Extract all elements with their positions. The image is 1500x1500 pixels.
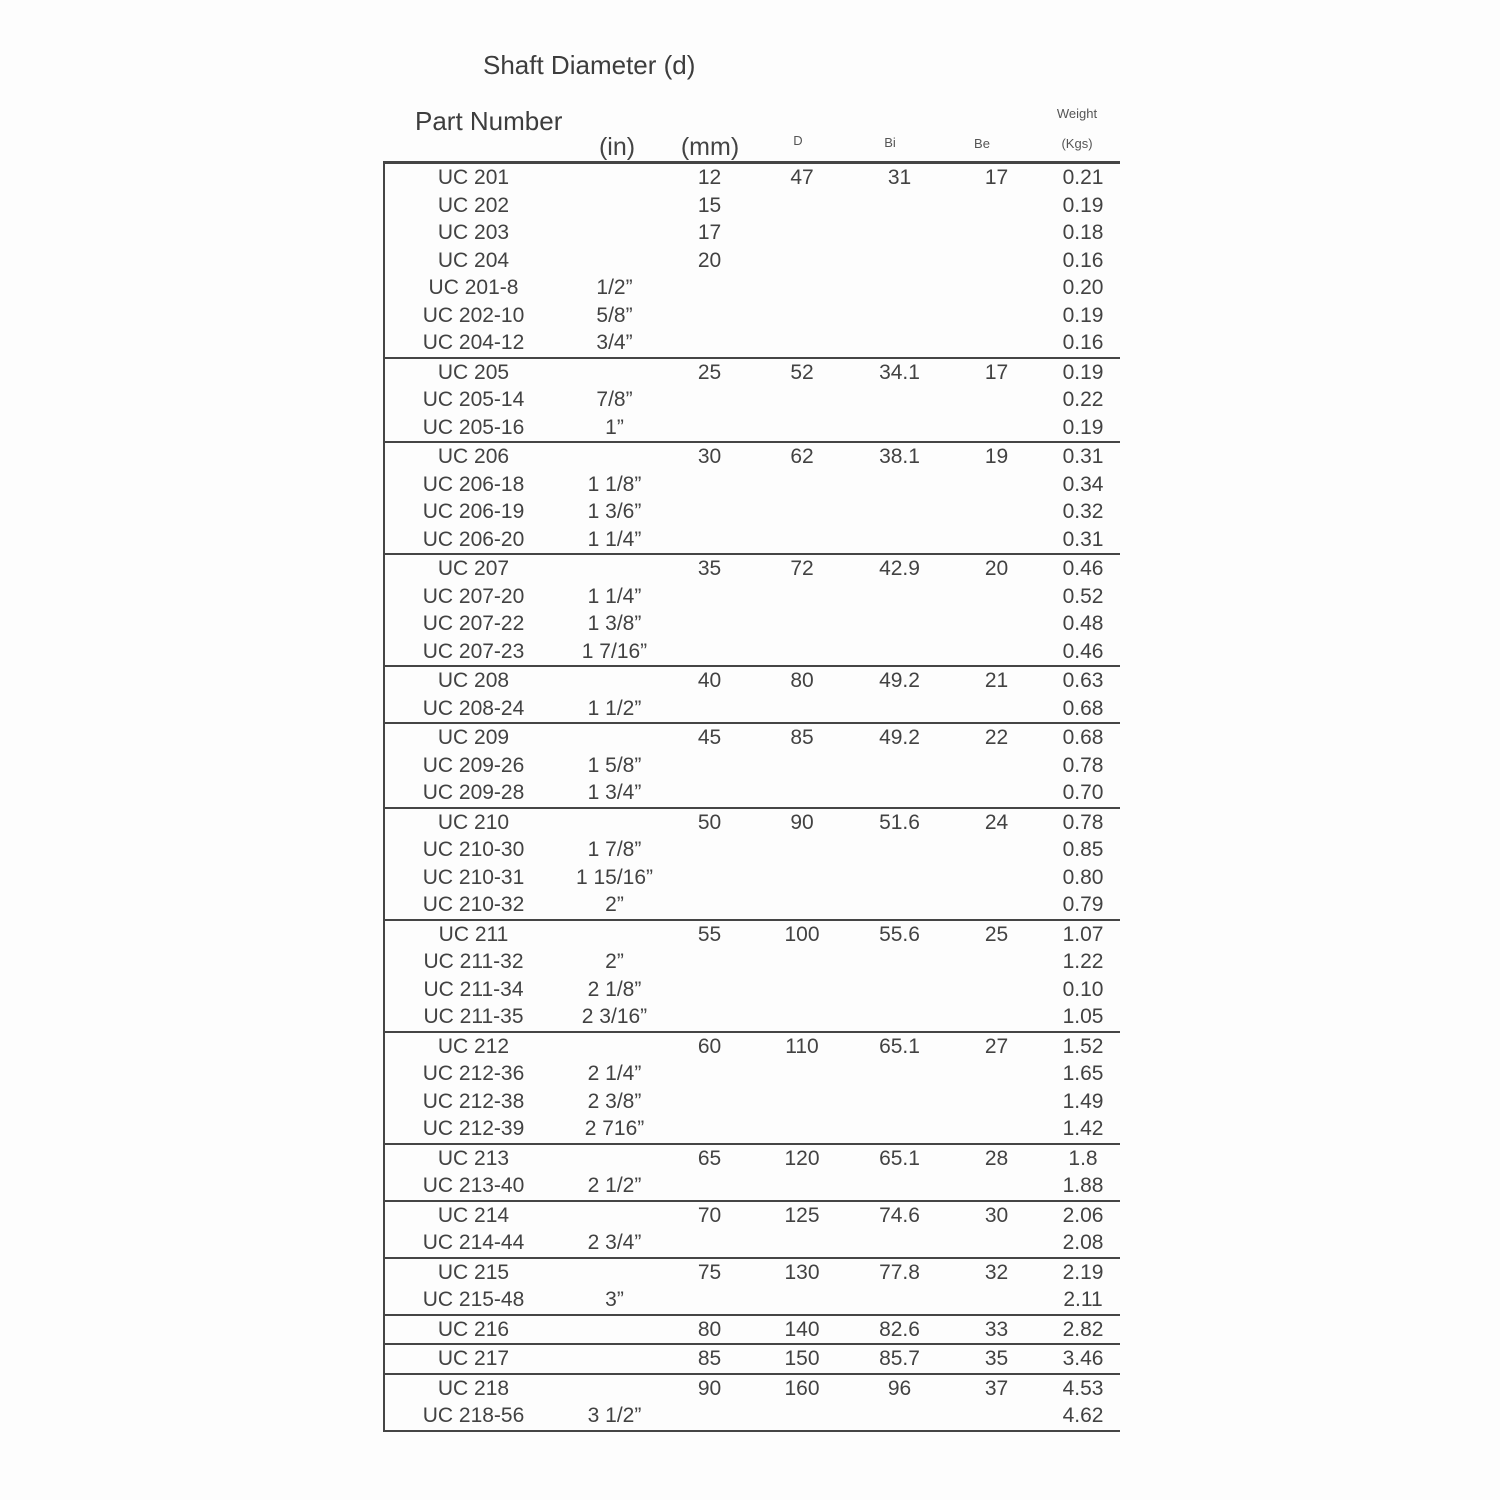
- cell-part: UC 208: [437, 669, 510, 692]
- cell-part: UC 211-35: [423, 1005, 524, 1028]
- cell-in: 1 15/16”: [575, 865, 654, 889]
- cell-part: UC 206: [437, 445, 510, 468]
- cell-bi: 85.7: [879, 1347, 920, 1370]
- table-row: [385, 1229, 1120, 1257]
- table-section: [385, 1033, 1120, 1145]
- col-header-be: Be: [974, 136, 990, 151]
- cell-part: UC 211-32: [423, 950, 524, 973]
- cell-in: 1 1/2”: [587, 696, 642, 720]
- cell-weight: 0.52: [1062, 584, 1104, 608]
- cell-d: 90: [790, 810, 814, 834]
- cell-part: UC 206-20: [422, 527, 525, 551]
- table-row: [385, 192, 1120, 220]
- cell-weight: 2.19: [1062, 1260, 1104, 1284]
- table-row: [385, 695, 1120, 723]
- cell-part: UC 210-30: [422, 838, 525, 861]
- cell-in: 2”: [605, 950, 624, 973]
- cell-part: UC 211: [438, 922, 509, 946]
- cell-part: UC 210-31: [422, 865, 525, 889]
- cell-d: 85: [790, 726, 814, 749]
- cell-mm: 65: [697, 1146, 722, 1170]
- cell-be: 19: [984, 445, 1009, 468]
- table-row: [385, 555, 1120, 583]
- cell-part: UC 207-20: [422, 584, 525, 608]
- cell-bi: 49.2: [879, 726, 920, 749]
- cell-weight: 4.62: [1062, 1404, 1104, 1427]
- table-row: [385, 1202, 1120, 1230]
- cell-part: UC 205-14: [422, 388, 525, 411]
- cell-part: UC 208-24: [422, 696, 525, 720]
- table-row: [385, 1145, 1120, 1173]
- cell-weight: 1.65: [1062, 1062, 1104, 1085]
- cell-in: 1”: [605, 415, 624, 439]
- cell-weight: 2.11: [1063, 1288, 1103, 1311]
- table-row: [385, 610, 1120, 638]
- table-row: [385, 1115, 1120, 1143]
- cell-weight: 2.08: [1062, 1231, 1104, 1254]
- cell-bi: 82.6: [879, 1317, 920, 1341]
- cell-weight: 1.42: [1062, 1117, 1104, 1140]
- cell-part: UC 218: [437, 1376, 510, 1400]
- table-row: [385, 638, 1120, 666]
- table-row: [385, 526, 1120, 554]
- cell-part: UC 212-39: [422, 1117, 525, 1140]
- cell-d: 47: [790, 166, 814, 189]
- table-row: [385, 891, 1120, 919]
- cell-part: UC 215: [437, 1260, 510, 1284]
- table-row: [385, 836, 1120, 864]
- cell-bi: 77.8: [879, 1260, 920, 1284]
- cell-weight: 0.79: [1062, 893, 1104, 916]
- cell-in: 2 3/8”: [587, 1089, 642, 1113]
- cell-weight: 0.19: [1062, 193, 1104, 217]
- cell-d: 160: [784, 1376, 820, 1400]
- cell-part: UC 204-12: [422, 331, 525, 354]
- cell-weight: 0.68: [1062, 696, 1104, 720]
- cell-part: UC 207-22: [422, 612, 525, 635]
- cell-weight: 2.06: [1062, 1203, 1104, 1227]
- cell-in: 3 1/2”: [587, 1404, 642, 1427]
- cell-d: 62: [790, 445, 814, 468]
- cell-part: UC 217: [437, 1347, 510, 1370]
- cell-be: 32: [984, 1260, 1009, 1284]
- cell-part: UC 209-28: [422, 781, 525, 804]
- cell-in: 1 1/4”: [587, 584, 642, 608]
- cell-part: UC 218-56: [422, 1404, 525, 1427]
- table-section: [385, 1316, 1120, 1346]
- table-row: [385, 386, 1120, 414]
- cell-be: 25: [984, 922, 1009, 946]
- cell-weight: 0.16: [1062, 248, 1104, 272]
- cell-weight: 0.80: [1062, 865, 1104, 889]
- cell-in: 1 1/4”: [587, 527, 642, 551]
- cell-part: UC 201-8: [428, 276, 519, 299]
- cell-in: 5/8”: [596, 303, 633, 327]
- cell-weight: 0.10: [1062, 977, 1104, 1001]
- cell-weight: 1.49: [1062, 1089, 1104, 1113]
- table-row: [385, 667, 1120, 695]
- cell-in: 1/2”: [596, 276, 633, 299]
- cell-mm: 75: [697, 1260, 722, 1284]
- cell-d: 120: [784, 1146, 820, 1170]
- table-row: [385, 1060, 1120, 1088]
- cell-weight: 0.68: [1062, 726, 1104, 749]
- table-row: [385, 1172, 1120, 1200]
- cell-mm: 90: [697, 1376, 722, 1400]
- cell-bi: 38.1: [879, 445, 920, 468]
- shaft-diameter-title: Shaft Diameter (d): [483, 50, 696, 80]
- cell-weight: 0.70: [1062, 781, 1104, 804]
- cell-in: 2 3/16”: [581, 1005, 648, 1028]
- table-section: [385, 1145, 1120, 1202]
- cell-part: UC 214-44: [422, 1231, 525, 1254]
- table-section: [385, 555, 1120, 667]
- table-row: [385, 1402, 1120, 1430]
- table-row: [385, 583, 1120, 611]
- cell-in: 2 1/2”: [587, 1174, 642, 1197]
- cell-d: 130: [784, 1260, 820, 1284]
- cell-mm: 85: [697, 1347, 722, 1370]
- cell-part: UC 212: [437, 1034, 510, 1058]
- cell-be: 17: [984, 360, 1009, 384]
- cell-d: 100: [784, 922, 820, 946]
- table-section: [385, 164, 1120, 359]
- cell-d: 125: [784, 1203, 820, 1227]
- cell-in: 1 7/8”: [587, 838, 642, 861]
- cell-bi: 42.9: [879, 557, 920, 580]
- cell-part: UC 210: [437, 810, 510, 834]
- cell-in: 1 1/8”: [587, 472, 642, 496]
- cell-mm: 20: [697, 248, 722, 272]
- cell-part: UC 207-23: [422, 639, 525, 663]
- table-section: [385, 1375, 1120, 1432]
- table-row: [385, 498, 1120, 526]
- table-row: [385, 443, 1120, 471]
- cell-mm: 80: [697, 1317, 722, 1341]
- cell-mm: 15: [697, 193, 722, 217]
- cell-part: UC 213: [437, 1146, 510, 1170]
- cell-weight: 4.53: [1062, 1376, 1104, 1400]
- cell-mm: 30: [697, 445, 722, 468]
- table-section: [385, 1202, 1120, 1259]
- col-header-in: (in): [598, 133, 636, 161]
- cell-weight: 3.46: [1062, 1347, 1104, 1370]
- cell-weight: 0.20: [1062, 276, 1104, 299]
- table-row: [385, 329, 1120, 357]
- cell-d: 72: [790, 557, 814, 580]
- cell-part: UC 209-26: [422, 753, 525, 777]
- cell-in: 2 1/4”: [587, 1062, 642, 1085]
- cell-be: 22: [984, 726, 1009, 749]
- cell-be: 24: [984, 810, 1009, 834]
- table-row: [385, 471, 1120, 499]
- cell-bi: 51.6: [879, 810, 920, 834]
- table-section: [385, 724, 1120, 809]
- table-row: [385, 864, 1120, 892]
- col-header-bi: Bi: [884, 135, 896, 150]
- cell-be: 17: [984, 166, 1009, 189]
- cell-weight: 0.16: [1062, 331, 1104, 354]
- cell-bi: 55.6: [879, 922, 920, 946]
- cell-d: 110: [785, 1034, 819, 1058]
- cell-part: UC 203: [437, 221, 510, 244]
- cell-d: 140: [784, 1317, 820, 1341]
- cell-weight: 0.78: [1062, 810, 1104, 834]
- cell-part: UC 210-32: [422, 893, 525, 916]
- cell-d: 80: [790, 669, 814, 692]
- table-section: [385, 667, 1120, 724]
- table-section: [385, 921, 1120, 1033]
- cell-weight: 1.07: [1062, 922, 1104, 946]
- table-row: [385, 779, 1120, 807]
- cell-part: UC 213-40: [422, 1174, 525, 1197]
- cell-mm: 70: [697, 1203, 722, 1227]
- cell-part: UC 205: [437, 360, 510, 384]
- cell-in: 2 1/8”: [587, 977, 642, 1001]
- table-section: [385, 1345, 1120, 1375]
- table-row: [385, 164, 1120, 192]
- parts-table-body: [383, 161, 1120, 1432]
- table-row: [385, 1316, 1120, 1344]
- cell-weight: 1.52: [1062, 1034, 1104, 1058]
- cell-mm: 45: [697, 726, 722, 749]
- cell-part: UC 216: [437, 1317, 510, 1341]
- cell-part: UC 214: [437, 1203, 510, 1227]
- cell-part: UC 202: [437, 193, 510, 217]
- table-row: [385, 302, 1120, 330]
- cell-part: UC 215-48: [422, 1288, 525, 1311]
- table-row: [385, 1259, 1120, 1287]
- cell-part: UC 209: [437, 726, 510, 749]
- cell-part: UC 206-18: [422, 472, 525, 496]
- cell-in: 1 3/8”: [587, 612, 642, 635]
- cell-mm: 55: [697, 922, 722, 946]
- table-row: [385, 1088, 1120, 1116]
- cell-weight: 0.46: [1062, 557, 1104, 580]
- cell-weight: 1.22: [1062, 950, 1104, 973]
- table-row: [385, 1286, 1120, 1314]
- table-row: [385, 359, 1120, 387]
- cell-in: 1 5/8”: [587, 753, 642, 777]
- part-number-header: Part Number: [415, 106, 563, 136]
- cell-weight: 0.31: [1062, 527, 1104, 551]
- cell-weight: 0.19: [1062, 415, 1104, 439]
- table-row: [385, 948, 1120, 976]
- cell-mm: 50: [697, 810, 722, 834]
- table-row: [385, 219, 1120, 247]
- table-row: [385, 1345, 1120, 1373]
- col-header-mm: (mm): [680, 133, 740, 161]
- cell-bi: 65.1: [879, 1034, 920, 1058]
- cell-be: 27: [984, 1034, 1009, 1058]
- cell-bi: 74.6: [879, 1203, 920, 1227]
- table-row: [385, 1033, 1120, 1061]
- cell-mm: 40: [697, 669, 722, 692]
- cell-in: 1 3/6”: [587, 500, 642, 523]
- col-header-d: D: [793, 133, 803, 148]
- table-row: [385, 1003, 1120, 1031]
- cell-in: 3/4”: [596, 331, 633, 354]
- cell-d: 52: [790, 360, 814, 384]
- cell-in: 7/8”: [596, 388, 633, 411]
- cell-part: UC 211-34: [423, 977, 524, 1001]
- cell-d: 150: [784, 1347, 820, 1370]
- cell-part: UC 207: [437, 557, 510, 580]
- cell-mm: 25: [697, 360, 722, 384]
- col-header-weight: Weight: [1056, 106, 1098, 121]
- cell-part: UC 204: [437, 248, 510, 272]
- cell-weight: 0.78: [1062, 753, 1104, 777]
- cell-mm: 60: [697, 1034, 722, 1058]
- cell-bi: 49.2: [879, 669, 920, 692]
- table-row: [385, 752, 1120, 780]
- cell-be: 33: [984, 1317, 1009, 1341]
- cell-weight: 0.63: [1062, 669, 1104, 692]
- cell-weight: 0.48: [1062, 612, 1104, 635]
- cell-mm: 17: [697, 221, 722, 244]
- cell-weight: 0.85: [1062, 838, 1104, 861]
- table-section: [385, 443, 1120, 555]
- cell-in: 1 7/16”: [581, 639, 648, 663]
- cell-in: 2”: [605, 893, 624, 916]
- cell-mm: 12: [697, 166, 722, 189]
- cell-in: 2 3/4”: [587, 1231, 642, 1254]
- cell-bi: 96: [887, 1376, 912, 1400]
- cell-be: 20: [984, 557, 1009, 580]
- cell-be: 30: [984, 1203, 1009, 1227]
- table-row: [385, 414, 1120, 442]
- cell-part: UC 206-19: [422, 500, 525, 523]
- cell-be: 28: [984, 1146, 1009, 1170]
- table-row: [385, 921, 1120, 949]
- cell-weight: 0.34: [1062, 472, 1104, 496]
- cell-weight: 0.19: [1062, 360, 1104, 384]
- cell-weight: 0.21: [1062, 166, 1104, 189]
- cell-part: UC 202-10: [422, 303, 525, 327]
- table-section: [385, 359, 1120, 444]
- cell-weight: 0.31: [1062, 445, 1104, 468]
- cell-part: UC 212-36: [422, 1062, 525, 1085]
- cell-weight: 1.88: [1062, 1174, 1104, 1197]
- cell-in: 1 3/4”: [587, 781, 642, 804]
- cell-in: 3”: [605, 1288, 624, 1311]
- cell-part: UC 205-16: [422, 415, 525, 439]
- cell-weight: 0.32: [1062, 500, 1104, 523]
- cell-part: UC 201: [437, 166, 510, 189]
- table-section: [385, 809, 1120, 921]
- cell-bi: 31: [887, 166, 912, 189]
- cell-weight: 0.46: [1062, 639, 1104, 663]
- col-header-kgs: (Kgs): [1061, 136, 1093, 151]
- cell-bi: 34.1: [879, 360, 920, 384]
- cell-weight: 1.8: [1068, 1146, 1098, 1170]
- cell-weight: 0.18: [1062, 221, 1104, 244]
- cell-weight: 0.19: [1062, 303, 1104, 327]
- table-row: [385, 1375, 1120, 1403]
- table-row: [385, 247, 1120, 275]
- cell-be: 35: [984, 1347, 1009, 1370]
- cell-bi: 65.1: [879, 1146, 920, 1170]
- table-row: [385, 809, 1120, 837]
- table-row: [385, 724, 1120, 752]
- cell-weight: 2.82: [1062, 1317, 1104, 1341]
- cell-be: 21: [984, 669, 1009, 692]
- table-row: [385, 274, 1120, 302]
- table-row: [385, 976, 1120, 1004]
- cell-part: UC 212-38: [422, 1089, 525, 1113]
- cell-in: 2 716”: [584, 1117, 645, 1140]
- cell-weight: 0.22: [1062, 388, 1104, 411]
- cell-be: 37: [984, 1376, 1009, 1400]
- cell-weight: 1.05: [1062, 1005, 1104, 1028]
- table-section: [385, 1259, 1120, 1316]
- cell-mm: 35: [697, 557, 722, 580]
